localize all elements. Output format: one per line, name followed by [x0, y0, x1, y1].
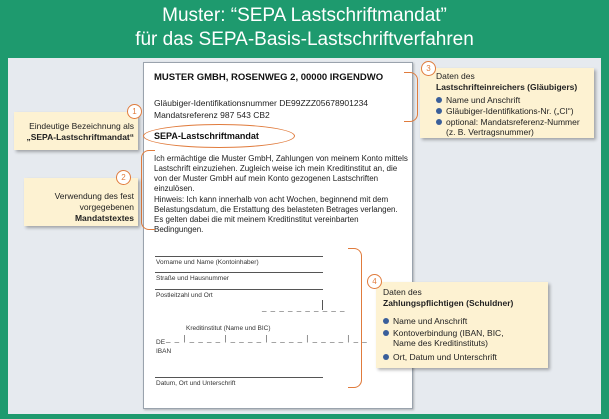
callout-4-number: 4	[367, 274, 382, 289]
callout-1-line2: „SEPA-Lastschriftmandat“	[26, 132, 134, 142]
callout-2-line2: vorgegebenen	[79, 202, 134, 212]
callout-4-bullet-3: Ort, Datum und Unterschrift	[383, 352, 497, 362]
field-line-city	[155, 289, 323, 290]
callout-3-bullet-3: optional: Mandatsreferenz-Nummer	[436, 117, 580, 127]
header-title: Muster: “SEPA Lastschriftmandat”	[162, 5, 447, 26]
callout-2-number: 2	[116, 170, 131, 185]
iban-dash-line: _ _ | _ _ _ _ | _ _ _ _ | _ _ _ _ | _ _ _ _ | _ _	[166, 334, 368, 343]
field-label-date-sign: Datum, Ort und Unterschrift	[156, 380, 236, 387]
callout-4-bullet-2-cont: Name des Kreditinstituts)	[393, 338, 488, 348]
callout-3-number: 3	[421, 61, 436, 76]
bic-tick	[322, 300, 323, 310]
header-subtitle: für das SEPA-Basis-Lastschriftverfahren	[135, 29, 474, 50]
callout-4-line1: Daten des	[383, 287, 422, 297]
callout-3-line1: Daten des	[436, 71, 475, 81]
callout-4-bullet-2: Kontoverbindung (IBAN, BIC,	[383, 328, 504, 338]
brace-mandate-text	[141, 150, 155, 230]
callout-4-bullet-1: Name und Anschrift	[383, 316, 467, 326]
callout-2-text	[24, 191, 134, 224]
field-label-street: Straße und Hausnummer	[156, 275, 229, 282]
header	[0, 0, 609, 58]
mandate-paragraph-1: Ich ermächtige die Muster GmbH, Zahlungen von meinem Konto mittels Lastschrift einzuziehen. Zugleich weise ich mein Kreditinstitut an, die von der Muster GmbH auf mein Konto gezogenen Lastschriften einzulösen.	[154, 154, 408, 193]
callout-3-bullet-1: Name und Anschrift	[436, 95, 520, 105]
brace-creditor	[404, 72, 418, 122]
company-address: MUSTER GMBH, ROSENWEG 2, 00000 IRGENDWO	[154, 72, 384, 83]
field-line-street	[155, 272, 323, 273]
callout-1-number: 1	[127, 104, 142, 119]
callout-1-text	[14, 121, 134, 143]
mandate-paragraph-2: Hinweis: Ich kann innerhalb von acht Wochen, beginnend mit dem Belastungsdatum, die Erstattung des belasteten Betrages verlangen. Es gelten dabei die mit meinem Kreditinstitut vereinbarten Bedingungen.	[154, 195, 398, 234]
field-label-iban: IBAN	[156, 348, 172, 355]
creditor-info	[154, 97, 368, 121]
field-label-city: Postleitzahl und Ort	[156, 292, 213, 299]
callout-3-bullet-2: Gläubiger-Identifikations-Nr. („CI“)	[436, 106, 574, 116]
mandate-reference: Mandatsreferenz 987 543 CB2	[154, 110, 270, 120]
callout-3-bullet-3-cont: (z. B. Vertragsnummer)	[446, 127, 534, 137]
mandate-title: SEPA-Lastschriftmandat	[154, 131, 259, 141]
callout-3-line2: Lastschrifteinreichers (Gläubigers)	[436, 82, 578, 92]
callout-2-line3: Mandatstextes	[74, 213, 134, 223]
field-label-bank: Kreditinstitut (Name und BIC)	[186, 325, 271, 332]
field-line-name	[155, 256, 323, 257]
field-label-de: DE	[156, 339, 166, 346]
bic-dash-line: _ _ _ _ _ _ _ _ _ _	[262, 303, 346, 312]
callout-1-line1: Eindeutige Bezeichnung als	[29, 121, 134, 131]
creditor-id: Gläubiger-Identifikationsnummer DE99ZZZ05678901234	[154, 98, 369, 108]
callout-2-line1: Verwendung des fest	[54, 191, 134, 201]
callout-4-line2: Zahlungspflichtigen (Schuldner)	[383, 298, 514, 308]
field-line-date-sign	[155, 377, 323, 378]
field-label-name: Vorname und Name (Kontoinhaber)	[156, 259, 259, 266]
brace-debtor	[348, 248, 362, 388]
